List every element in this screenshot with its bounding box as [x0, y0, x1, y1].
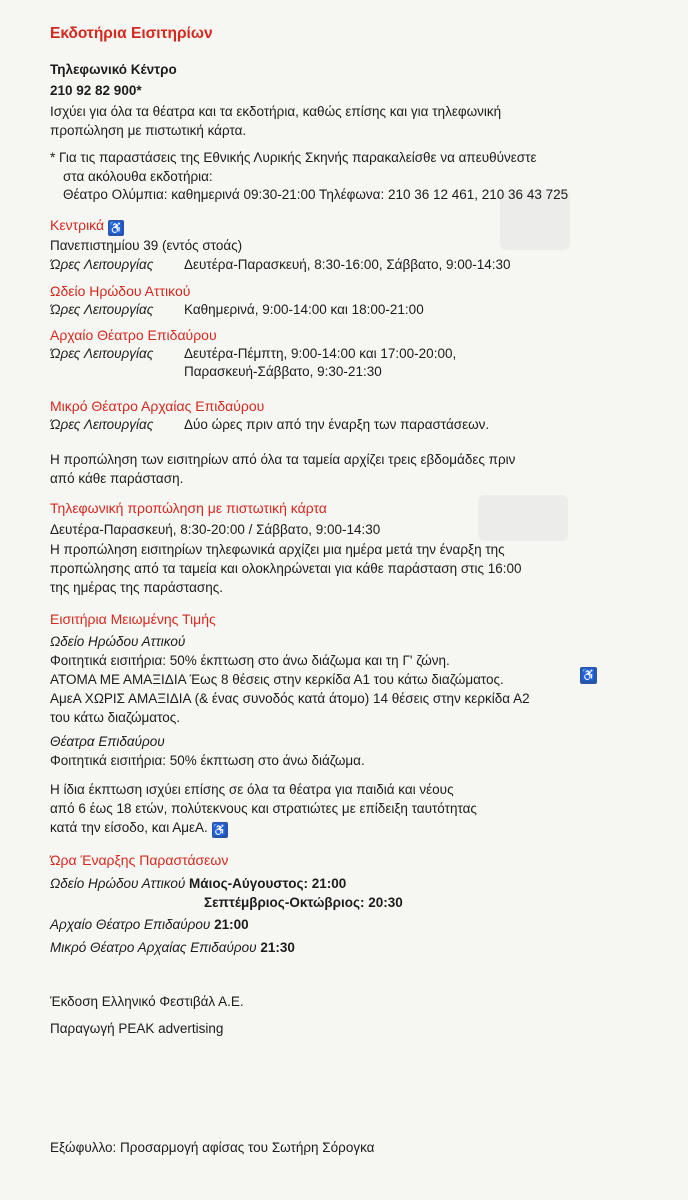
footnote-text: στα ακόλουθα εκδοτήρια:: [63, 169, 213, 184]
start-times-epidaurus: [50, 917, 249, 932]
reduced-epidaurus-label: Θέατρα Επιδαύρου: [50, 734, 165, 749]
hours-label: Ώρες Λειτουργίας: [50, 417, 154, 432]
odeon-heading: Ωδείο Ηρώδου Αττικού: [50, 283, 191, 299]
start-time-value: Σεπτέμβριος-Οκτώβριος: 20:30: [204, 895, 403, 910]
wheelchair-icon: ♿: [212, 823, 228, 837]
small-epidaurus-hours: [50, 417, 489, 432]
hours-label: Ώρες Λειτουργίας: [50, 302, 154, 317]
hours-value: Δευτέρα-Πέμπτη, 9:00-14:00 και 17:00-20:00,: [184, 346, 457, 361]
page-title: Εκδοτήρια Εισιτηρίων: [50, 25, 213, 42]
hours-value: Καθημερινά, 9:00-14:00 και 18:00-21:00: [184, 302, 424, 317]
venue-label: Ωδείο Ηρώδου Αττικού: [50, 876, 186, 891]
phone-center-text: Ισχύει για όλα τα θέατρα και τα εκδοτήρια, καθώς επίσης και για τηλεφωνική: [50, 104, 502, 119]
central-office-hours: [50, 257, 511, 272]
hours-label: Ώρες Λειτουργίας: [50, 257, 154, 272]
footnote-text: Θέατρο Ολύμπια: καθημερινά 09:30-21:00 Τηλέφωνα: 210 36 12 461, 210 36 43 725: [63, 187, 569, 202]
reduced-disabled: του κάτω διαζώματος.: [50, 710, 181, 725]
wheelchair-icon: ♿: [581, 668, 596, 682]
start-times-heading: Ώρα Έναρξης Παραστάσεων: [50, 852, 229, 868]
show-through-mark: [478, 495, 568, 541]
small-epidaurus-heading: Μικρό Θέατρο Αρχαίας Επιδαύρου: [50, 398, 265, 414]
reduced-same-discount: Η ίδια έκπτωση ισχύει επίσης σε όλα τα θέατρα για παιδιά και νέους: [50, 782, 454, 797]
presale-note: από κάθε παράσταση.: [50, 471, 184, 486]
start-times-small: [50, 940, 295, 955]
phone-center-text: προπώληση με πιστωτική κάρτα.: [50, 123, 247, 138]
reduced-students: Φοιτητικά εισιτήρια: 50% έκπτωση στο άνω διάζωμα και τη Γ' ζώνη.: [50, 653, 450, 668]
phone-presale-text: της ημέρας της παράστασης.: [50, 580, 224, 595]
epidaurus-hours: [50, 346, 456, 361]
phone-presale-hours: Δευτέρα-Παρασκευή, 8:30-20:00 / Σάββατο, 9:00-14:30: [50, 522, 381, 537]
footnote-text: * Για τις παραστάσεις της Εθνικής Λυρικής Σκηνής παρακαλείσθε να απευθύνεστε: [50, 150, 537, 165]
hours-value: Δύο ώρες πριν από την έναρξη των παραστάσεων.: [184, 417, 490, 432]
reduced-same-discount: από 6 έως 18 ετών, πολύτεκνους και στρατιώτες με επίδειξη ταυτότητας: [50, 801, 477, 816]
phone-center-number: 210 92 82 900*: [50, 83, 142, 98]
epidaurus-hours-2: Παρασκευή-Σάββατο, 9:30-21:30: [184, 364, 382, 379]
start-time-value: 21:00: [214, 917, 249, 932]
wheelchair-icon: ♿: [108, 221, 124, 235]
reduced-same-discount: [50, 820, 228, 838]
reduced-odeon-label: Ωδείο Ηρώδου Αττικού: [50, 634, 186, 649]
odeon-hours: [50, 302, 424, 317]
hours-value: Δευτέρα-Παρασκευή, 8:30-16:00, Σάββατο, 9:00-14:30: [184, 257, 511, 272]
credits-cover: Εξώφυλλο: Προσαρμογή αφίσας του Σωτήρη Σόρογκα: [50, 1140, 375, 1155]
phone-presale-text: προπώλησης από τα ταμεία και ολοκληρώνεται για κάθε παράσταση στις 16:00: [50, 561, 522, 576]
phone-presale-heading: Τηλεφωνική προπώληση με πιστωτική κάρτα: [50, 500, 327, 516]
reduced-same-text: κατά την είσοδο, και ΑμεΑ.: [50, 820, 208, 835]
reduced-epidaurus-students: Φοιτητικά εισιτήρια: 50% έκπτωση στο άνω διάζωμα.: [50, 753, 365, 768]
central-office-heading: [50, 217, 124, 236]
reduced-wheelchair: ΑΤΟΜΑ ΜΕ ΑΜΑΞΙΔΙΑ Έως 8 θέσεις στην κερκίδα Α1 του κάτω διαζώματος.: [50, 672, 504, 687]
reduced-heading: Εισιτήρια Μειωμένης Τιμής: [50, 611, 216, 627]
venue-label: Μικρό Θέατρο Αρχαίας Επιδαύρου: [50, 940, 257, 955]
phone-presale-text: Η προπώληση εισιτηρίων τηλεφωνικά αρχίζει μια ημέρα μετά την έναρξη της: [50, 542, 505, 557]
hours-label: Ώρες Λειτουργίας: [50, 346, 154, 361]
credits-publisher: Έκδοση Ελληνικό Φεστιβάλ Α.Ε.: [50, 994, 244, 1009]
phone-center-heading: Τηλεφωνικό Κέντρο: [50, 62, 177, 77]
central-office-address: Πανεπιστημίου 39 (εντός στοάς): [50, 238, 243, 253]
venue-label: Αρχαίο Θέατρο Επιδαύρου: [50, 917, 211, 932]
central-office-title: Κεντρικά: [50, 217, 105, 233]
reduced-disabled: ΑμεΑ ΧΩΡΙΣ ΑΜΑΞΙΔΙΑ (& ένας συνοδός κατά άτομο) 14 θέσεις στην κερκίδα Α2: [50, 691, 530, 706]
start-time-value: 21:30: [260, 940, 295, 955]
credits-production: Παραγωγή PEAK advertising: [50, 1021, 224, 1036]
start-times-odeon: [50, 876, 346, 891]
start-time-value: Μάιος-Αύγουστος: 21:00: [189, 876, 347, 891]
epidaurus-heading: Αρχαίο Θέατρο Επιδαύρου: [50, 327, 217, 343]
presale-note: Η προπώληση των εισιτηρίων από όλα τα ταμεία αρχίζει τρεις εβδομάδες πριν: [50, 452, 516, 467]
